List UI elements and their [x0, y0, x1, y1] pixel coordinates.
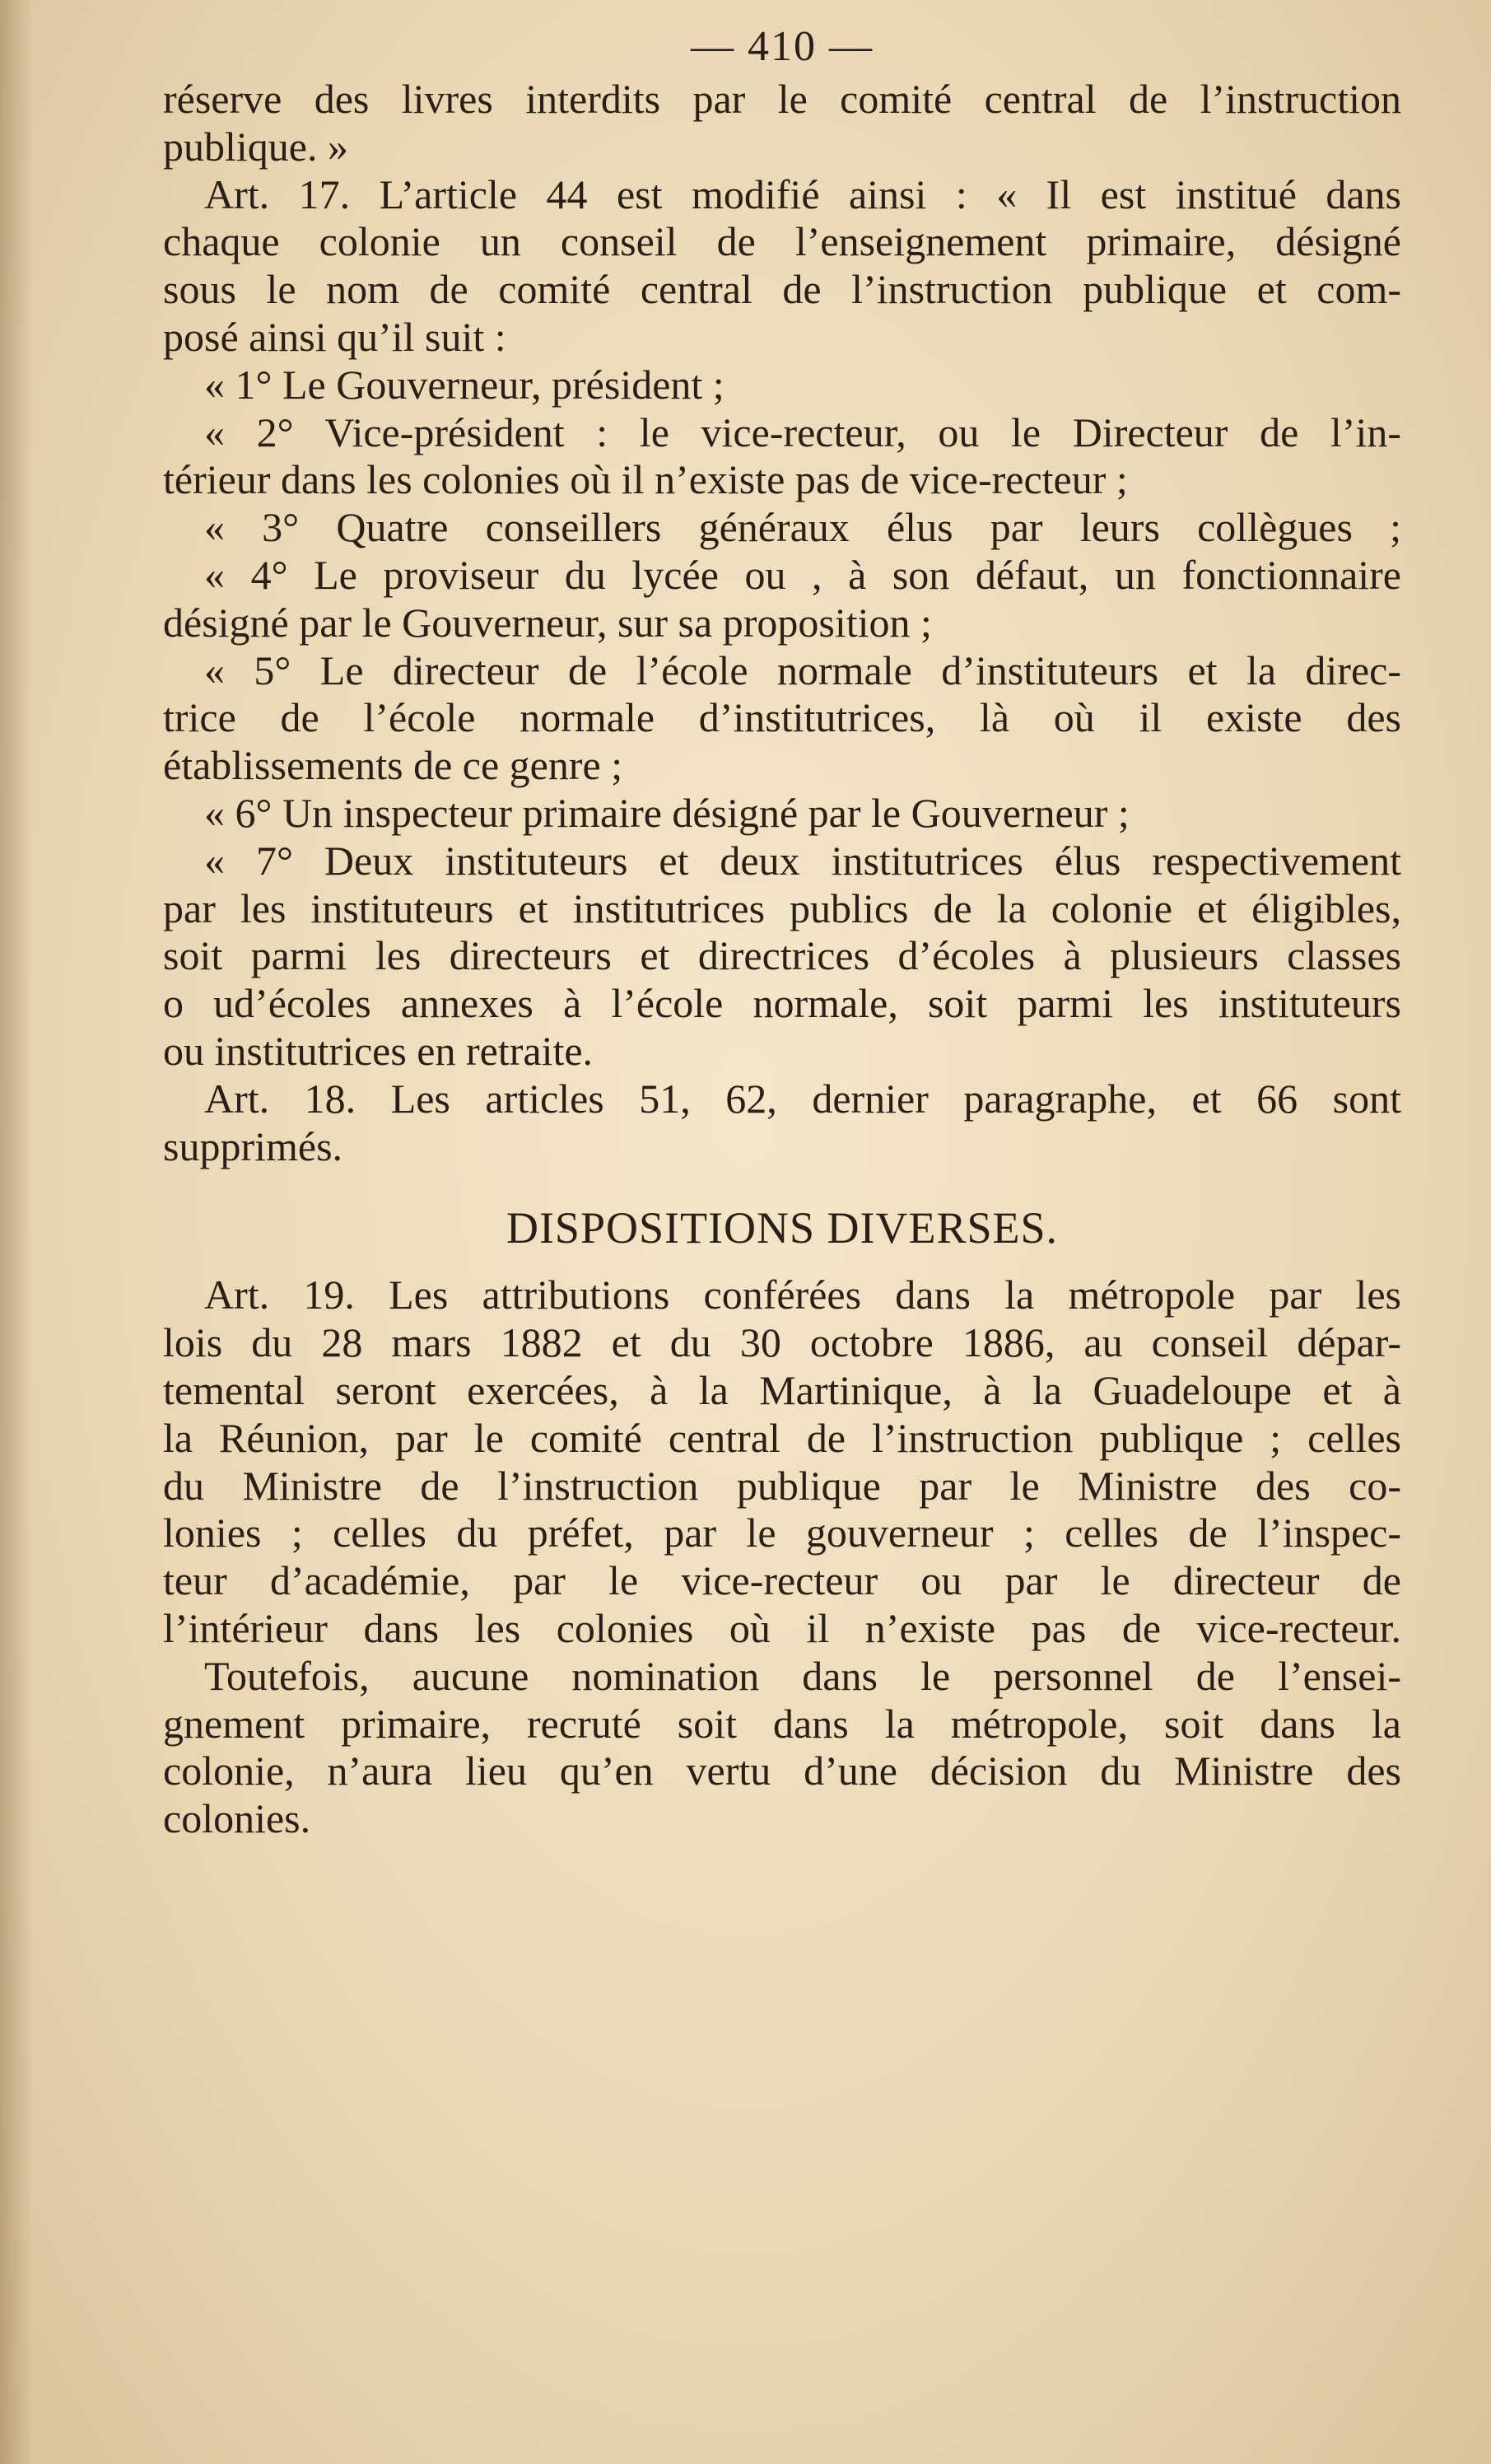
- text-line: réserve des livres interdits par le comité central de l’instruction: [163, 76, 1401, 122]
- text-line: chaque colonie un conseil de l’enseignement primaire, désigné: [163, 218, 1401, 265]
- text-line: « 1° Le Gouverneur, président ;: [204, 361, 725, 408]
- text-line: établissements de ce genre ;: [163, 742, 623, 789]
- section-heading: DISPOSITIONS DIVERSES.: [506, 1203, 1059, 1253]
- text-line: l’intérieur dans les colonies où il n’existe pas de vice-recteur.: [163, 1604, 1401, 1651]
- text-line: « 2° Vice-président : le vice-recteur, ou le Directeur de l’in-: [204, 408, 1401, 455]
- text-section-after-heading: [163, 1272, 1401, 1843]
- text-line: colonie, n’aura lieu qu’en vertu d’une décision du Ministre des: [163, 1748, 1401, 1794]
- text-line: colonies.: [163, 1795, 311, 1842]
- text-line: « 4° Le proviseur du lycée ou , à son défaut, un fonctionnaire: [204, 551, 1401, 598]
- text-line: publique. »: [163, 123, 348, 170]
- text-line: par les instituteurs et institutrices publics de la colonie et éligibles,: [163, 884, 1401, 931]
- text-line: Art. 17. L’article 44 est modifié ainsi : « Il est institué dans: [204, 170, 1401, 217]
- text-line: sous le nom de comité central de l’instruction publique et com-: [163, 266, 1401, 313]
- text-line: « 3° Quatre conseillers généraux élus par leurs collègues ;: [204, 504, 1401, 551]
- text-line: teur d’académie, par le vice-recteur ou par le directeur de: [163, 1557, 1401, 1604]
- text-line: térieur dans les colonies où il n’existe pas de vice-recteur ;: [163, 456, 1128, 503]
- text-line: gnement primaire, recruté soit dans la métropole, soit dans la: [163, 1700, 1401, 1747]
- text-line: la Réunion, par le comité central de l’instruction publique ; celles: [163, 1414, 1401, 1461]
- page-number: — 410 —: [691, 23, 874, 70]
- text-line: trice de l’école normale d’institutrices, là où il existe des: [163, 694, 1401, 741]
- text-line: « 7° Deux instituteurs et deux institutrices élus respectivement: [204, 837, 1401, 884]
- text-line: « 5° Le directeur de l’école normale d’instituteurs et la direc-: [204, 646, 1401, 693]
- text-line: Art. 18. Les articles 51, 62, dernier paragraphe, et 66 sont: [204, 1075, 1401, 1122]
- text-line: ou institutrices en retraite.: [163, 1027, 594, 1074]
- text-line: temental seront exercées, à la Martinique, à la Guadeloupe et à: [163, 1366, 1401, 1413]
- text-line: du Ministre de l’instruction publique par le Ministre des co-: [163, 1462, 1401, 1509]
- text-line: « 6° Un inspecteur primaire désigné par le Gouverneur ;: [204, 789, 1130, 836]
- text-line: soit parmi les directeurs et directrices d’écoles à plusieurs classes: [163, 932, 1401, 979]
- text-line: lonies ; celles du préfet, par le gouverneur ; celles de l’inspec-: [163, 1510, 1401, 1556]
- text-line: Toutefois, aucune nomination dans le personnel de l’ensei-: [204, 1652, 1401, 1699]
- spacer: [163, 1170, 1401, 1185]
- text-line: o ud’écoles annexes à l’école normale, soit parmi les instituteurs: [163, 980, 1401, 1027]
- page-text-block: [163, 18, 1401, 1843]
- text-section-before-heading: [163, 76, 1401, 1170]
- text-line: désigné par le Gouverneur, sur sa proposition ;: [163, 599, 932, 646]
- text-line: lois du 28 mars 1882 et du 30 octobre 1886, au conseil dépar-: [163, 1319, 1401, 1366]
- text-line: supprimés.: [163, 1122, 343, 1169]
- text-line: posé ainsi qu’il suit :: [163, 313, 506, 360]
- text-line: Art. 19. Les attributions conférées dans la métropole par les: [204, 1272, 1401, 1318]
